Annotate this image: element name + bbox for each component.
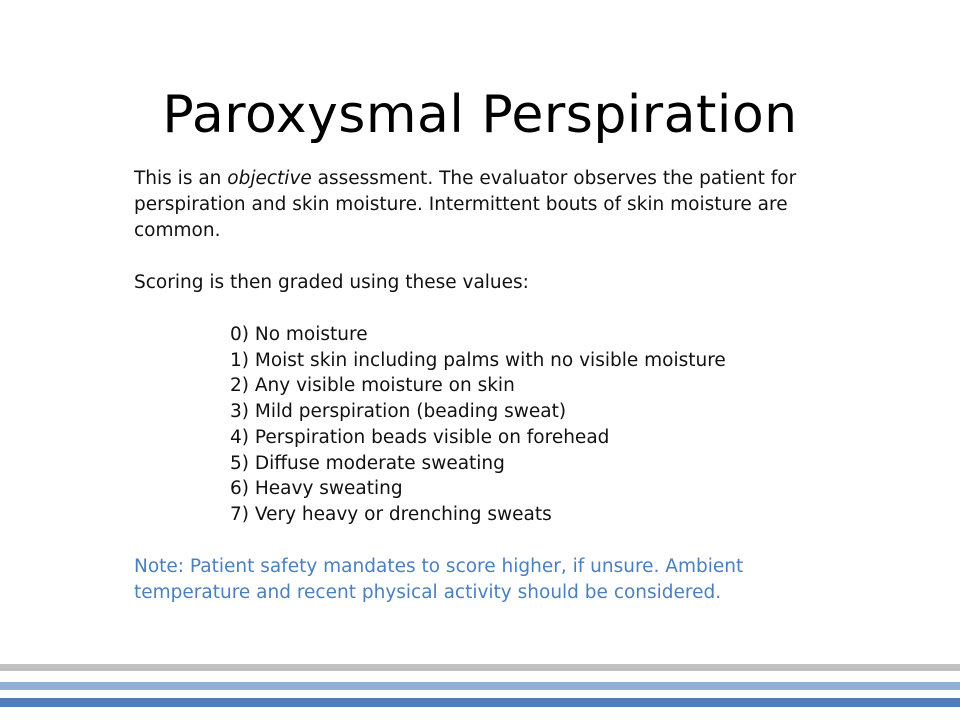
intro-paragraph [134, 166, 834, 244]
slide-body [134, 166, 834, 606]
score-item-5: 5) Diffuse moderate sweating [230, 452, 505, 474]
safety-note: Note: Patient safety mandates to score higher, if unsure. Ambient temperature and recent physical activity should be considered. [134, 555, 744, 603]
intro-text-end: assessment. The evaluator observes the patient for perspiration and skin moisture. Intermittent bouts of skin moisture are common. [134, 168, 797, 241]
spacer [134, 244, 834, 270]
score-list [134, 322, 834, 528]
score-item-6: 6) Heavy sweating [230, 478, 403, 500]
score-item-7: 7) Very heavy or drenching sweats [230, 503, 552, 525]
intro-text-start: This is an [134, 168, 228, 189]
score-item-1: 1) Moist skin including palms with no visible moisture [230, 349, 726, 371]
spacer [134, 296, 834, 322]
intro-emphasis: objective [227, 168, 312, 189]
slide-title: Paroxysmal Perspiration [162, 84, 798, 145]
score-item-3: 3) Mild perspiration (beading sweat) [230, 401, 567, 423]
footer-bar-gray [0, 664, 960, 671]
spacer [134, 528, 834, 554]
score-item-2: 2) Any visible moisture on skin [230, 375, 515, 397]
score-item-4: 4) Perspiration beads visible on forehead [230, 426, 610, 448]
footer-bar-blue [0, 698, 960, 707]
footer-bar-light-blue [0, 682, 960, 690]
score-item-0: 0) No moisture [230, 324, 368, 345]
scoring-intro: Scoring is then graded using these values: [134, 272, 529, 293]
